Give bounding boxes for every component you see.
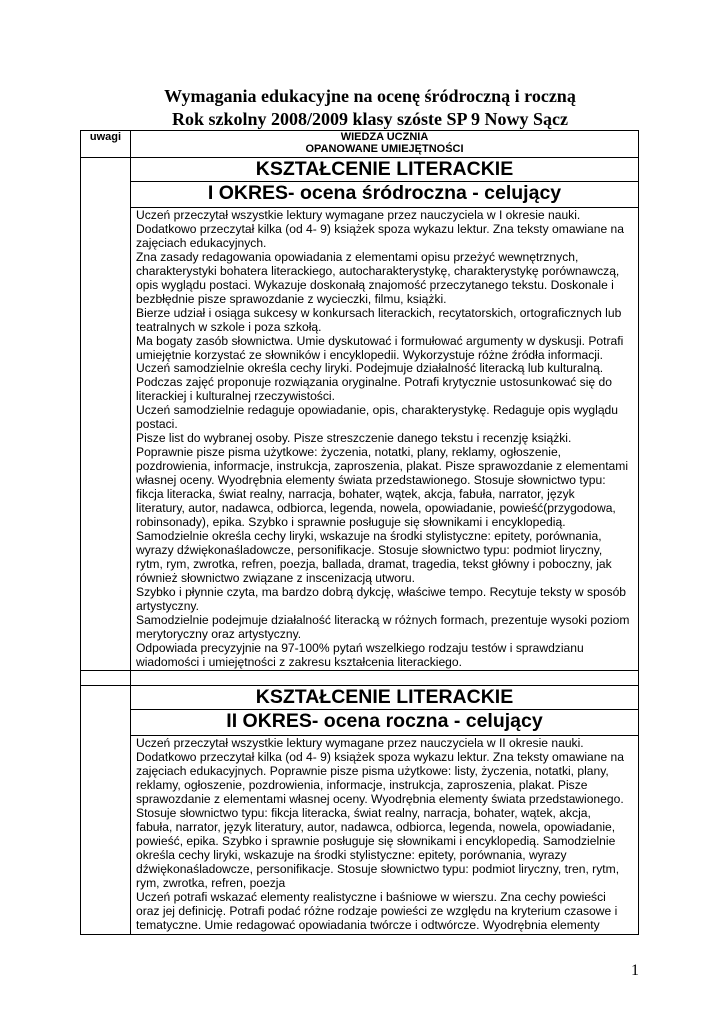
body-text-line: sprawozdanie z elementami własnej oceny. Wyodrębnia elementy świata przedstawionego. (136, 792, 624, 807)
body-text-line: bezbłędnie pisze sprawozdanie z wycieczki, filmu, książki. (136, 291, 447, 306)
section1-body (131, 208, 639, 671)
body-text-line: literackiej i kulturalnej rzeczywistości. (136, 389, 335, 404)
body-text-line: artystyczny. (136, 598, 199, 613)
body-text-line: literatury, autor, nadawca, odbiorca, legenda, nowela, opowiadanie, powieść(przygodowa, (136, 501, 616, 516)
header-wiedza-line2: OPANOWANE UMIEJĘTNOŚCI (305, 143, 464, 155)
body-text-line: zajęciach edukacyjnych. Poprawnie pisze pisma użytkowe: listy, życzenia, notatki, plany, (136, 764, 609, 779)
document-title-line2: Rok szkolny 2008/2009 klasy szóste SP 9 Nowy Sącz (171, 109, 569, 129)
body-text-line: Szybko i płynnie czyta, ma bardzo dobrą dykcję, właściwe tempo. Recytuje teksty w sposób (136, 584, 627, 599)
body-text-line: własnej oceny. Wyodrębnia elementy świata przedstawionego. Stosuje słownictwo typu: (136, 473, 606, 488)
body-text-line: Uczeń samodzielnie redaguje opowiadanie, opis, charakterystykę. Redaguje opis wyglądu (136, 403, 619, 418)
body-text-line: rym, zwrotka, refren, poezja (136, 875, 286, 890)
body-text-line: fabuła, narrator, język literatury, autor, nadawca, odbiorca, legenda, nowela, opowiadanie, (136, 820, 616, 835)
body-text-line: tematyczne. Umie redagować opowiadania twórcze i odtwórcze. Wyodrębnia elementy (136, 917, 600, 932)
table-header-row (81, 131, 639, 158)
section2-body-row (81, 736, 639, 934)
body-text-line: Odpowiada precyzyjnie na 97-100% pytań wszelkiego rodzaju testów i sprawdzianu (136, 640, 584, 655)
body-text-line: zajęciach edukacyjnych. (136, 235, 267, 250)
body-text-line: merytoryczny oraz artystyczny. (136, 626, 302, 641)
section1-heading: KSZTAŁCENIE LITERACKIE (131, 158, 639, 182)
body-text-line: wyrazy dźwiękonaśladowcze, personifikacje. Stosuje słownictwo typu: podmiot liryczny, (136, 542, 603, 557)
body-text-line: Dodatkowo przeczytał kilka (od 4- 9) książek spoza wykazu lektur. Zna teksty omawiane na (136, 221, 624, 236)
section1-body-row (81, 208, 639, 671)
header-uwagi-label: uwagi (89, 131, 122, 143)
uwagi-cell-1 (81, 158, 131, 671)
header-wiedza (131, 131, 639, 158)
body-text-line: Uczeń samodzielnie określa cechy liryki. Podejmuje działalność literacką lub kulturalną. (136, 361, 604, 376)
body-text-line: charakterystyki bohatera literackiego, autocharakterystykę, charakterystykę porównawczą, (136, 263, 620, 278)
body-text-line: Pisze list do wybranej osoby. Pisze streszczenie danego tekstu i recenzję książki. (136, 431, 572, 446)
gap-cell (131, 671, 639, 686)
body-text-line: opis wyglądu postaci. Wykazuje doskonałą znajomość przeczytanego tekstu. Doskonale i (136, 277, 614, 292)
document-title-line1: Wymagania edukacyjne na ocenę śródroczną i roczną (164, 86, 576, 106)
section2-period-row (81, 710, 639, 736)
body-text-line: również słownictwo związane z inscenizacją utworu. (136, 570, 415, 585)
header-wiedza-line1: WIEDZA UCZNIA (340, 131, 429, 143)
section2-heading-row (81, 686, 639, 710)
body-text-line: oraz jej definicję. Potrafi podać różne rodzaje powieści ze względu na kryterium czasowe i (136, 903, 618, 918)
page-number: 1 (631, 962, 639, 979)
body-text-line: umiejętnie korzystać ze słowników i encyklopedii. Wykorzystuje różne źródła informacji. (136, 347, 604, 362)
body-text-line: dźwiękonaśladowcze, personifikacje. Stosuje słownictwo typu: podmiot liryczny, tren, rytm, (136, 862, 620, 877)
section1-period-row (81, 182, 639, 208)
body-text-line: powieść, epika. Szybko i sprawnie posługuje się słownikami i encyklopedią. Samodzielnie (136, 834, 616, 849)
section1-heading-row (81, 158, 639, 182)
body-text-line: Uczeń potrafi wskazać elementy realistyczne i baśniowe w wierszu. Zna cechy powieści (136, 889, 606, 904)
body-text-line: Uczeń przeczytał wszystkie lektury wymagane przez nauczyciela w II okresie nauki. (136, 736, 584, 751)
body-text-line: reklamy, ogłoszenie, pozdrowienia, informacje, instrukcja, zaproszenia, plakat. Pisze (136, 778, 588, 793)
body-text-line: Ma bogaty zasób słownictwa. Umie dyskutować i formułować argumenty w dyskusji. Potrafi (136, 333, 624, 348)
body-text-line: Dodatkowo przeczytał kilka (od 4- 9) książek spoza wykazu lektur. Zna teksty omawiane na (136, 750, 624, 765)
body-text-line: Poprawnie pisze pisma użytkowe: życzenia, notatki, plany, reklamy, ogłoszenie, (136, 445, 562, 460)
body-text-line: Samodzielnie określa cechy liryki, wskazuje na środki stylistyczne: epitety, porównania, (136, 528, 602, 543)
section1-period: I OKRES- ocena śródroczna - celujący (131, 182, 639, 208)
body-text-line: wiadomości i umiejętności z zakresu kształcenia literackiego. (136, 654, 462, 669)
body-text-line: Podczas zajęć proponuje rozwiązania oryginalne. Potrafi krytycznie ustosunkować się do (136, 375, 612, 390)
body-text-line: robinsonady), epika. Szybko i sprawnie posługuje się słownikami i encyklopedią. (136, 514, 566, 529)
section-gap-row (81, 671, 639, 686)
body-text-line: fikcja literacka, świat realny, narracja, bohater, wątek, akcja, fabuła, narrator, język (136, 487, 575, 502)
body-text-line: pozdrowienia, informacje, instrukcja, zaproszenia, plakat. Pisze sprawozdanie z elementami (136, 459, 629, 474)
section2-body (131, 736, 639, 934)
body-text-line: Bierze udział i osiąga sukcesy w konkursach literackich, recytatorskich, ortograficznych lub (136, 305, 622, 320)
body-text-line: Samodzielnie podejmuje działalność literacką w różnych formach, prezentuje wysoki poziom (136, 612, 630, 627)
header-uwagi (81, 131, 131, 158)
body-text-line: postaci. (136, 417, 178, 432)
body-text-line: określa cechy liryki, wskazuje na środki stylistyczne: epitety, porównania, wyrazy (136, 848, 567, 863)
uwagi-gap-cell (81, 671, 131, 686)
body-text-line: Zna zasady redagowania opowiadania z elementami opisu przeżyć wewnętrznych, (136, 249, 579, 264)
body-text-line: teatralnych w szkole i poza szkołą. (136, 319, 322, 334)
uwagi-cell-2 (81, 686, 131, 934)
section2-heading: KSZTAŁCENIE LITERACKIE (131, 686, 639, 710)
requirements-table (80, 130, 639, 935)
section2-period: II OKRES- ocena roczna - celujący (131, 710, 639, 736)
body-text-line: rytm, rym, zwrotka, refren, poezja, ballada, dramat, tragedia, tekst główny i poboczny, jak (136, 556, 612, 571)
body-text-line: Stosuje słownictwo typu: fikcja literacka, świat realny, narracja, bohater, wątek, akcja, (136, 806, 591, 821)
body-text-line: Uczeń przeczytał wszystkie lektury wymagane przez nauczyciela w I okresie nauki. (136, 208, 581, 222)
